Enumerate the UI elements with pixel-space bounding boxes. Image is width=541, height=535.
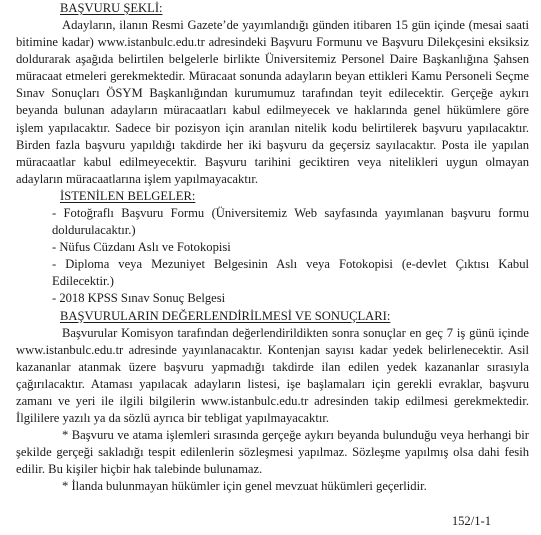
note-2: * İlanda bulunmayan hükümler için genel mevzuat hükümleri geçerlidir. [62, 479, 427, 494]
degerlendirme-heading: BAŞVURULARIN DEĞERLENDİRİLMESİ VE SONUÇLARI: [60, 308, 391, 323]
belge-item-3: - Diploma veya Mezuniyet Belgesinin Aslı veya Fotokopisi (e-devlet Çıktısı Kabul Edilecektir.) [52, 257, 529, 289]
istenilen-belgeler-heading: İSTENİLEN BELGELER: [60, 188, 196, 203]
basvuru-sekli-text: Adayların, ilanın Resmi Gazete’de yayımlandığı günden itibaren 15 gün içinde (mesai saati bitimine kadar) www.istanbulc.edu.tr adresindeki Başvuru Formunu ve Başvuru Dilekçesini eksiksiz doldurarak aşağıda belirtilen belgelerle birlikte Üniversitemiz Personel Daire Başkanlığına Şahsen müracaat etmeleri gerekmektedir. Müracaat sonunda adayların beyan ettikleri Kamu Personeli Seçme Sınav Sonuçları ÖSYM Başkanlığından kurumumuz tarafından teyit edilecektir. Gerçeğe aykırı beyanda bulunan adayların müracaatları kabul edilmeyecek ve haklarında genel hükümlere göre işlem yapılacaktır. Sadece bir pozisyon için aranılan nitelik kodu belirtilerek başvuru yapılacaktır. Birden fazla başvuru yapıldığı takdirde her iki başvuru da geçersiz sayılacaktır. Posta ile yapılan müracaatlar kabul edilmeyecektir. Başvuru tarihini geciktiren veya nitelikleri uygun olmayan adayların müracaatlarına işlem yapılmayacaktır. [16, 18, 529, 186]
belge-item-1: - Fotoğraflı Başvuru Formu (Üniversitemiz Web sayfasında yayımlanan başvuru formu doldurulacaktır.) [52, 205, 529, 238]
note-1: * Başvuru ve atama işlemleri sırasında gerçeğe aykırı beyanda bulunduğu veya herhangi bir şekilde gerçeği sakladığı tespit edilenlerin sözleşmesi yapılmaz. Sözleşme yapılmış olsa dahi fesih edilir. Bu kişiler hiçbir hak talebinde bulunamaz. [16, 428, 529, 477]
basvuru-sekli-heading: BAŞVURU ŞEKLİ: [60, 1, 163, 15]
degerlendirme-text: Başvurular Komisyon tarafından değerlendirildikten sonra sonuçlar en geç 7 iş günü içinde www.istanbulc.edu.tr adresinde yayınlanacaktır. Kontenjan sayısı kadar yedek belirlenecektir. Asil kazananlar atanmak üzere başvuru yapmadığı takdirde ilan edilen yedek kazananlar sırasıyla çağırılacaktır. Ataması yapılacak adayların listesi, işe başlamaları için gerekli evraklar, başvuru zamanı ve yeri ile ilgili bilgilerin www.istanbulc.edu.tr adresinden takip edilmesi gerekmektedir. İlgililere yazılı ya da sözlü ayrıca bir tebligat yapılmayacaktır. [16, 325, 529, 425]
belge-item-2: - Nüfus Cüzdanı Aslı ve Fotokopisi [52, 240, 231, 255]
belge-item-4: - 2018 KPSS Sınav Sonuç Belgesi [52, 291, 226, 306]
page-number: 152/1-1 [451, 514, 491, 528]
